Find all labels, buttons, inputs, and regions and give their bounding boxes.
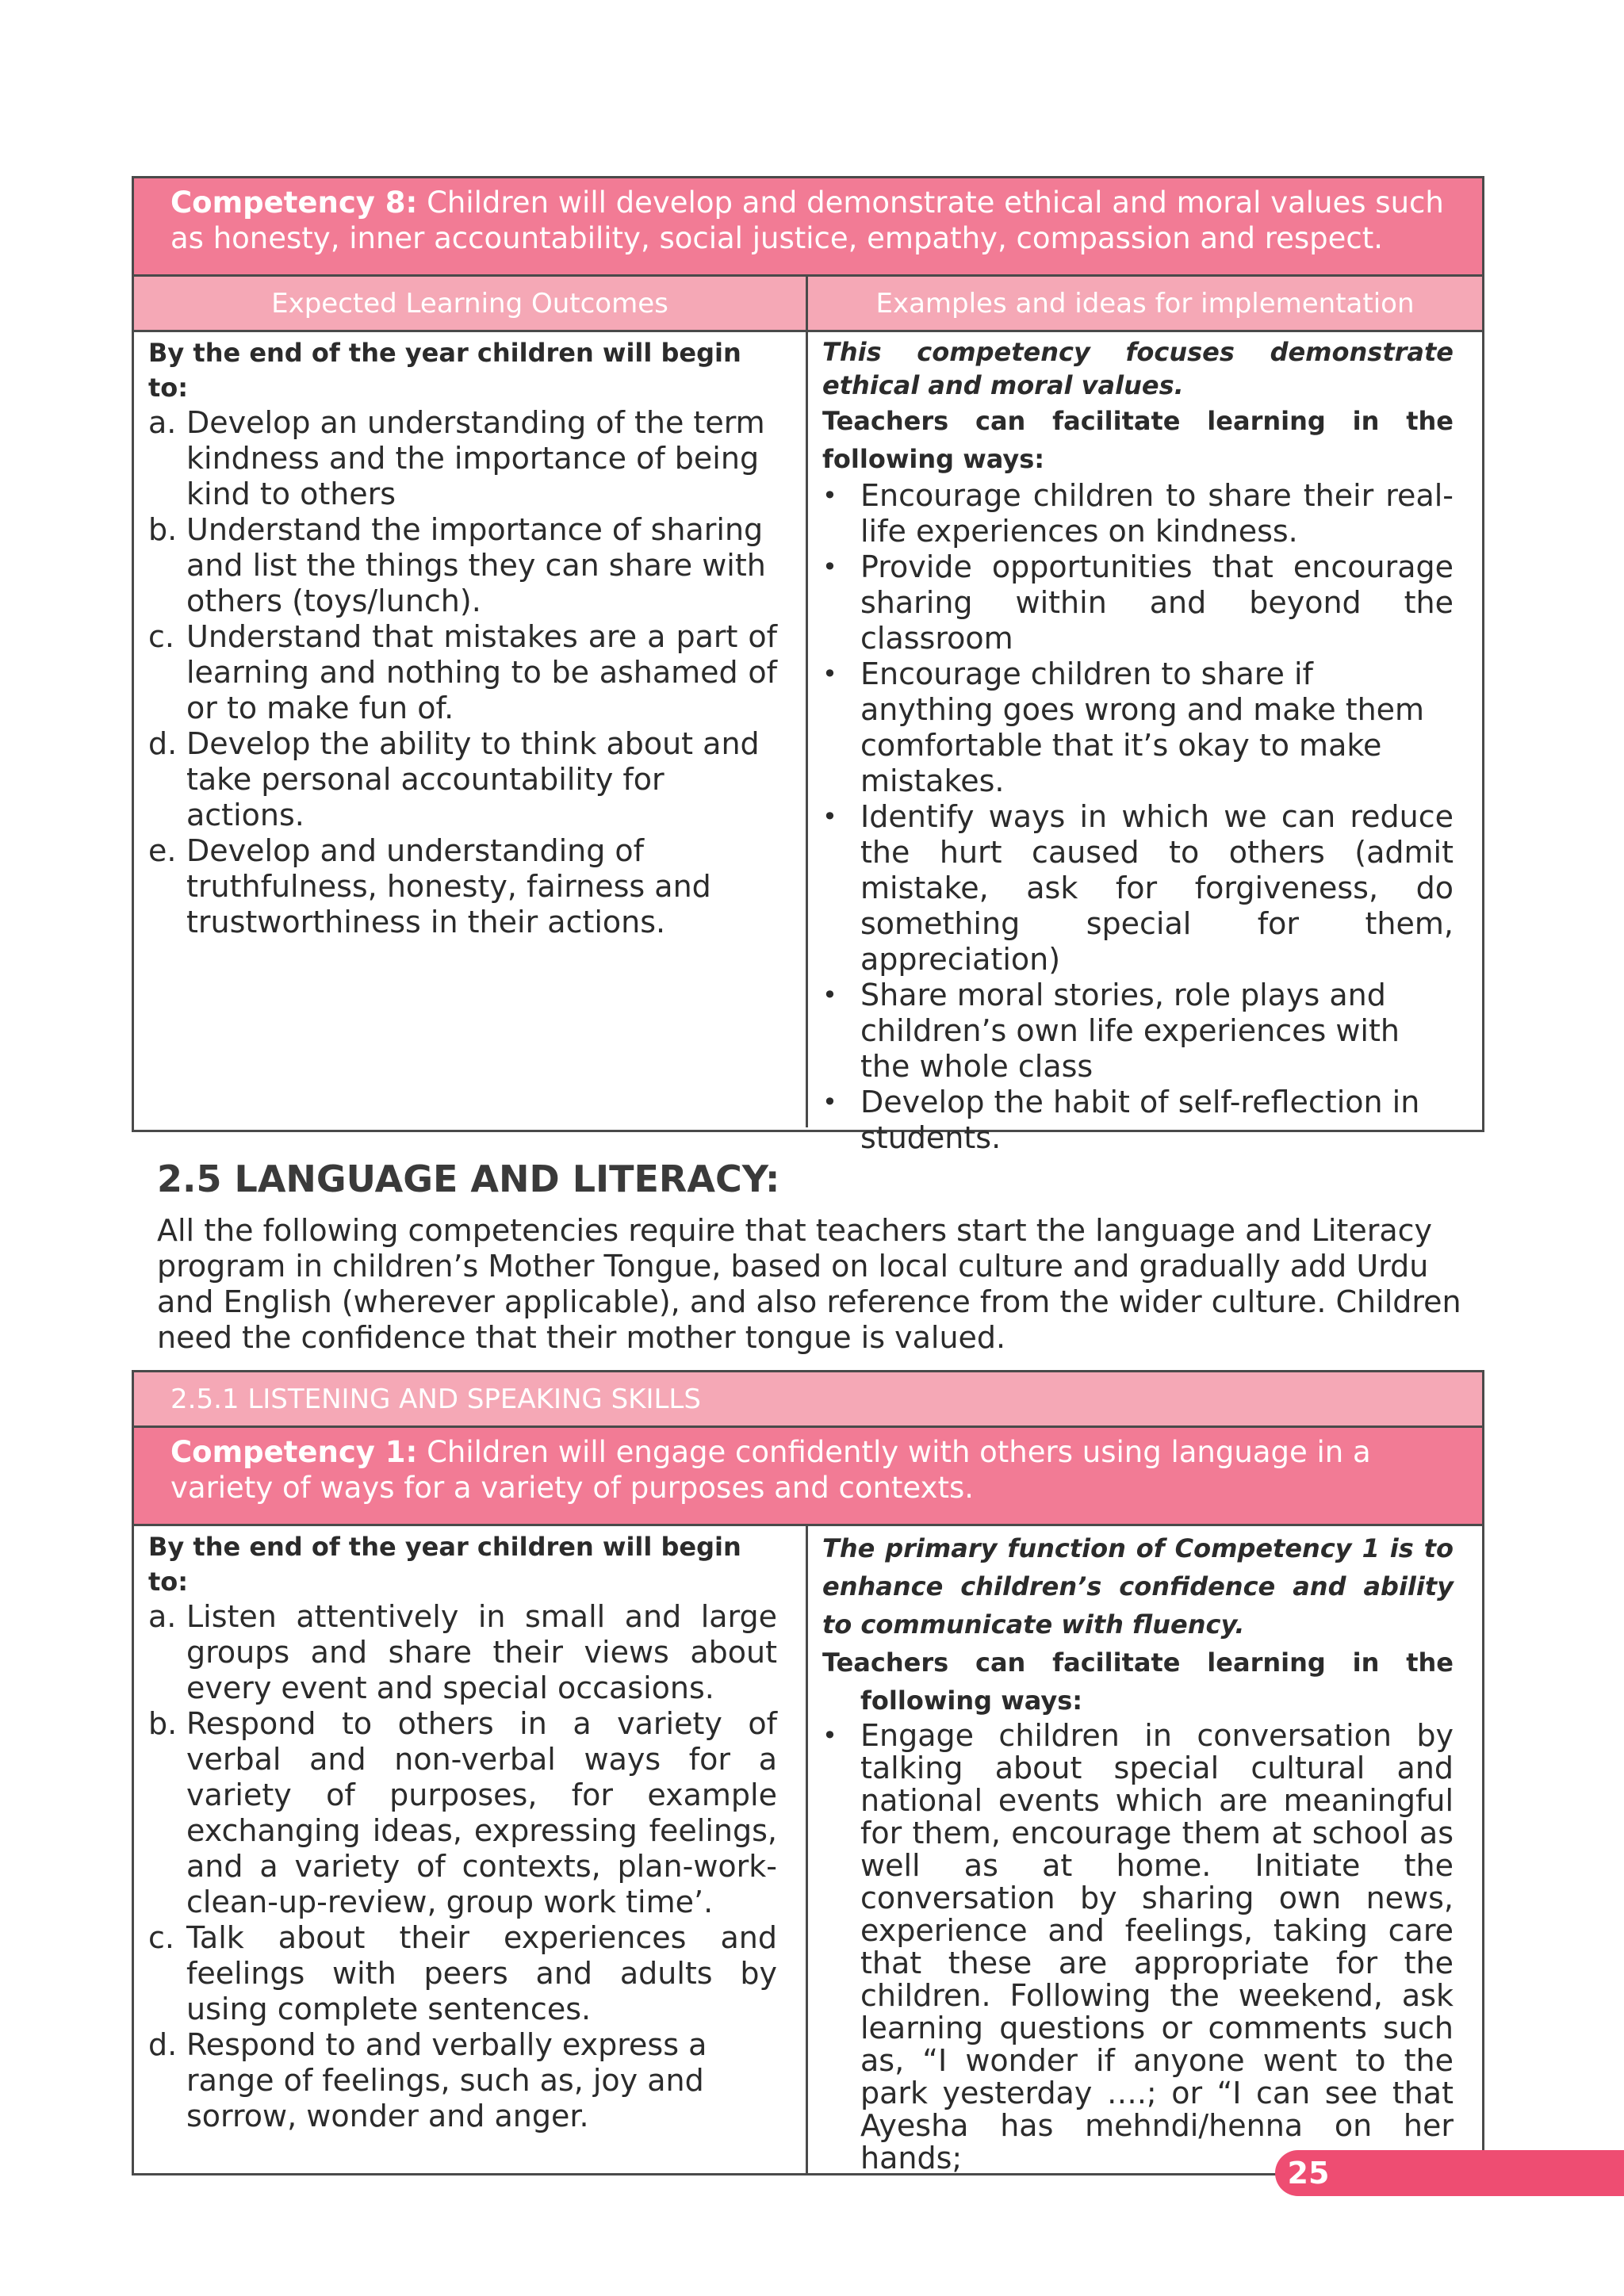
outcomes-lead: By the end of the year children will begin to: <box>148 1532 741 1597</box>
section-title: 2.5 LANGUAGE AND LITERACY: <box>157 1158 780 1200</box>
idea-item: • Provide opportunities that encourage sharing within and beyond the classroom <box>822 549 1454 656</box>
competency-8-table <box>132 176 1484 1155</box>
outcome-item: b. Understand the importance of sharing and list the things they can share with others (toys/lunch). <box>148 512 766 618</box>
listening-speaking-table <box>132 1370 1484 2175</box>
outcome-item: a. Develop an understanding of the term kindness and the importance of being kind to others <box>148 405 765 511</box>
outcomes-column <box>134 332 808 1127</box>
outcome-item: e. Develop and understanding of truthfulness, honesty, fairness and trustworthiness in their actions. <box>148 833 711 939</box>
outcome-item: b. Respond to others in a variety of verbal and non-verbal ways for a variety of purposes, for example exchanging ideas, expressing feelings, and a variety of contexts, plan-work-clean-up-review, group work time’. <box>148 1706 777 1919</box>
column-headers <box>134 277 1482 332</box>
competency-1-header <box>134 1428 1482 1526</box>
outcomes-list <box>148 1599 777 2134</box>
outcome-item: c. Understand that mistakes are a part of learning and nothing to be ashamed of or to make fun of. <box>148 619 777 725</box>
competency-1-text: Children will engage confidently with others using language in a variety of ways for a variety of purposes and contexts. <box>170 1435 1371 1505</box>
ideas-list <box>822 1720 1454 2175</box>
outcome-item: d. Respond to and verbally express a range of feelings, such as, joy and sorrow, wonder and anger. <box>148 2027 707 2133</box>
outcome-item: c. Talk about their experiences and feelings with peers and adults by using complete sentences. <box>148 1920 777 2026</box>
listening-subheading <box>134 1372 1482 1428</box>
listening-subheading-text: 2.5.1 LISTENING AND SPEAKING SKILLS <box>170 1383 701 1415</box>
outcomes-column <box>134 1526 808 2173</box>
col-header-examples: Examples and ideas for implementation <box>875 287 1415 320</box>
competency-8-label: Competency 8: <box>170 186 418 220</box>
page-number: 25 <box>1287 2156 1330 2191</box>
competency-8-text: Children will develop and demonstrate ethical and moral values such as honesty, inner accountability, social justice, empathy, compassion and respect. <box>170 186 1444 255</box>
teachers-line: Teachers can facilitate learning in the <box>822 1647 1454 1678</box>
section-paragraph: All the following competencies require that teachers start the language and Literacy program in children’s Mother Tongue, based on local culture and gradually add Urdu and English (wherever applicable), and also reference from the wider culture. Children need the confidence that their mother tongue is valued. <box>157 1213 1461 1355</box>
idea-item: • Engage children in conversation by talking about special cultural and national events which are meaningful for them, encourage them at school as well as at home. Initiate the conversation by sharing own news, experience and feelings, taking care that these are appropriate for the children. Following the weekend, ask learning questions or comments such as, “I wonder if anyone went to the park yesterday ….; or “I can see that Ayesha has mehndi/henna on her hands; <box>822 1718 1454 2175</box>
examples-intro: This competency focuses demonstrate ethical and moral values. <box>822 337 1454 400</box>
idea-item: • Encourage children to share their real-life experiences on kindness. <box>822 478 1454 549</box>
idea-item: • Develop the habit of self-reflection in students. <box>822 1085 1420 1155</box>
col-header-outcomes: Expected Learning Outcomes <box>134 277 808 330</box>
idea-item: • Encourage children to share if anything goes wrong and make them comfortable that it’s okay to make mistakes. <box>822 656 1425 798</box>
idea-item: • Identify ways in which we can reduce the hurt caused to others (admit mistake, ask for forgiveness, do something special for them, appreciation) <box>822 799 1454 977</box>
competency-1-body <box>134 1526 1482 2173</box>
teachers-line-cont: following ways: <box>860 1686 1083 1716</box>
outcomes-list <box>148 405 777 940</box>
teachers-line: Teachers can facilitate learning in the <box>822 406 1454 436</box>
teachers-line-cont: following ways: <box>822 444 1045 474</box>
competency-8-header <box>134 178 1482 277</box>
idea-item: • Share moral stories, role plays and children’s own life experiences with the whole class <box>822 978 1400 1084</box>
outcome-item: a. Listen attentively in small and large groups and share their views about every event and special occasions. <box>148 1599 777 1705</box>
competency-8-body <box>134 332 1482 1155</box>
examples-column <box>808 332 1482 1155</box>
outcomes-lead: By the end of the year children will begin to: <box>148 338 741 403</box>
examples-column <box>808 1526 1482 2173</box>
ideas-list <box>822 478 1454 1156</box>
competency-1-label: Competency 1: <box>170 1435 418 1469</box>
examples-intro: The primary function of Competency 1 is to enhance children’s confidence and ability to communicate with fluency. <box>822 1533 1454 1640</box>
outcome-item: d. Develop the ability to think about and take personal accountability for actions. <box>148 726 760 832</box>
